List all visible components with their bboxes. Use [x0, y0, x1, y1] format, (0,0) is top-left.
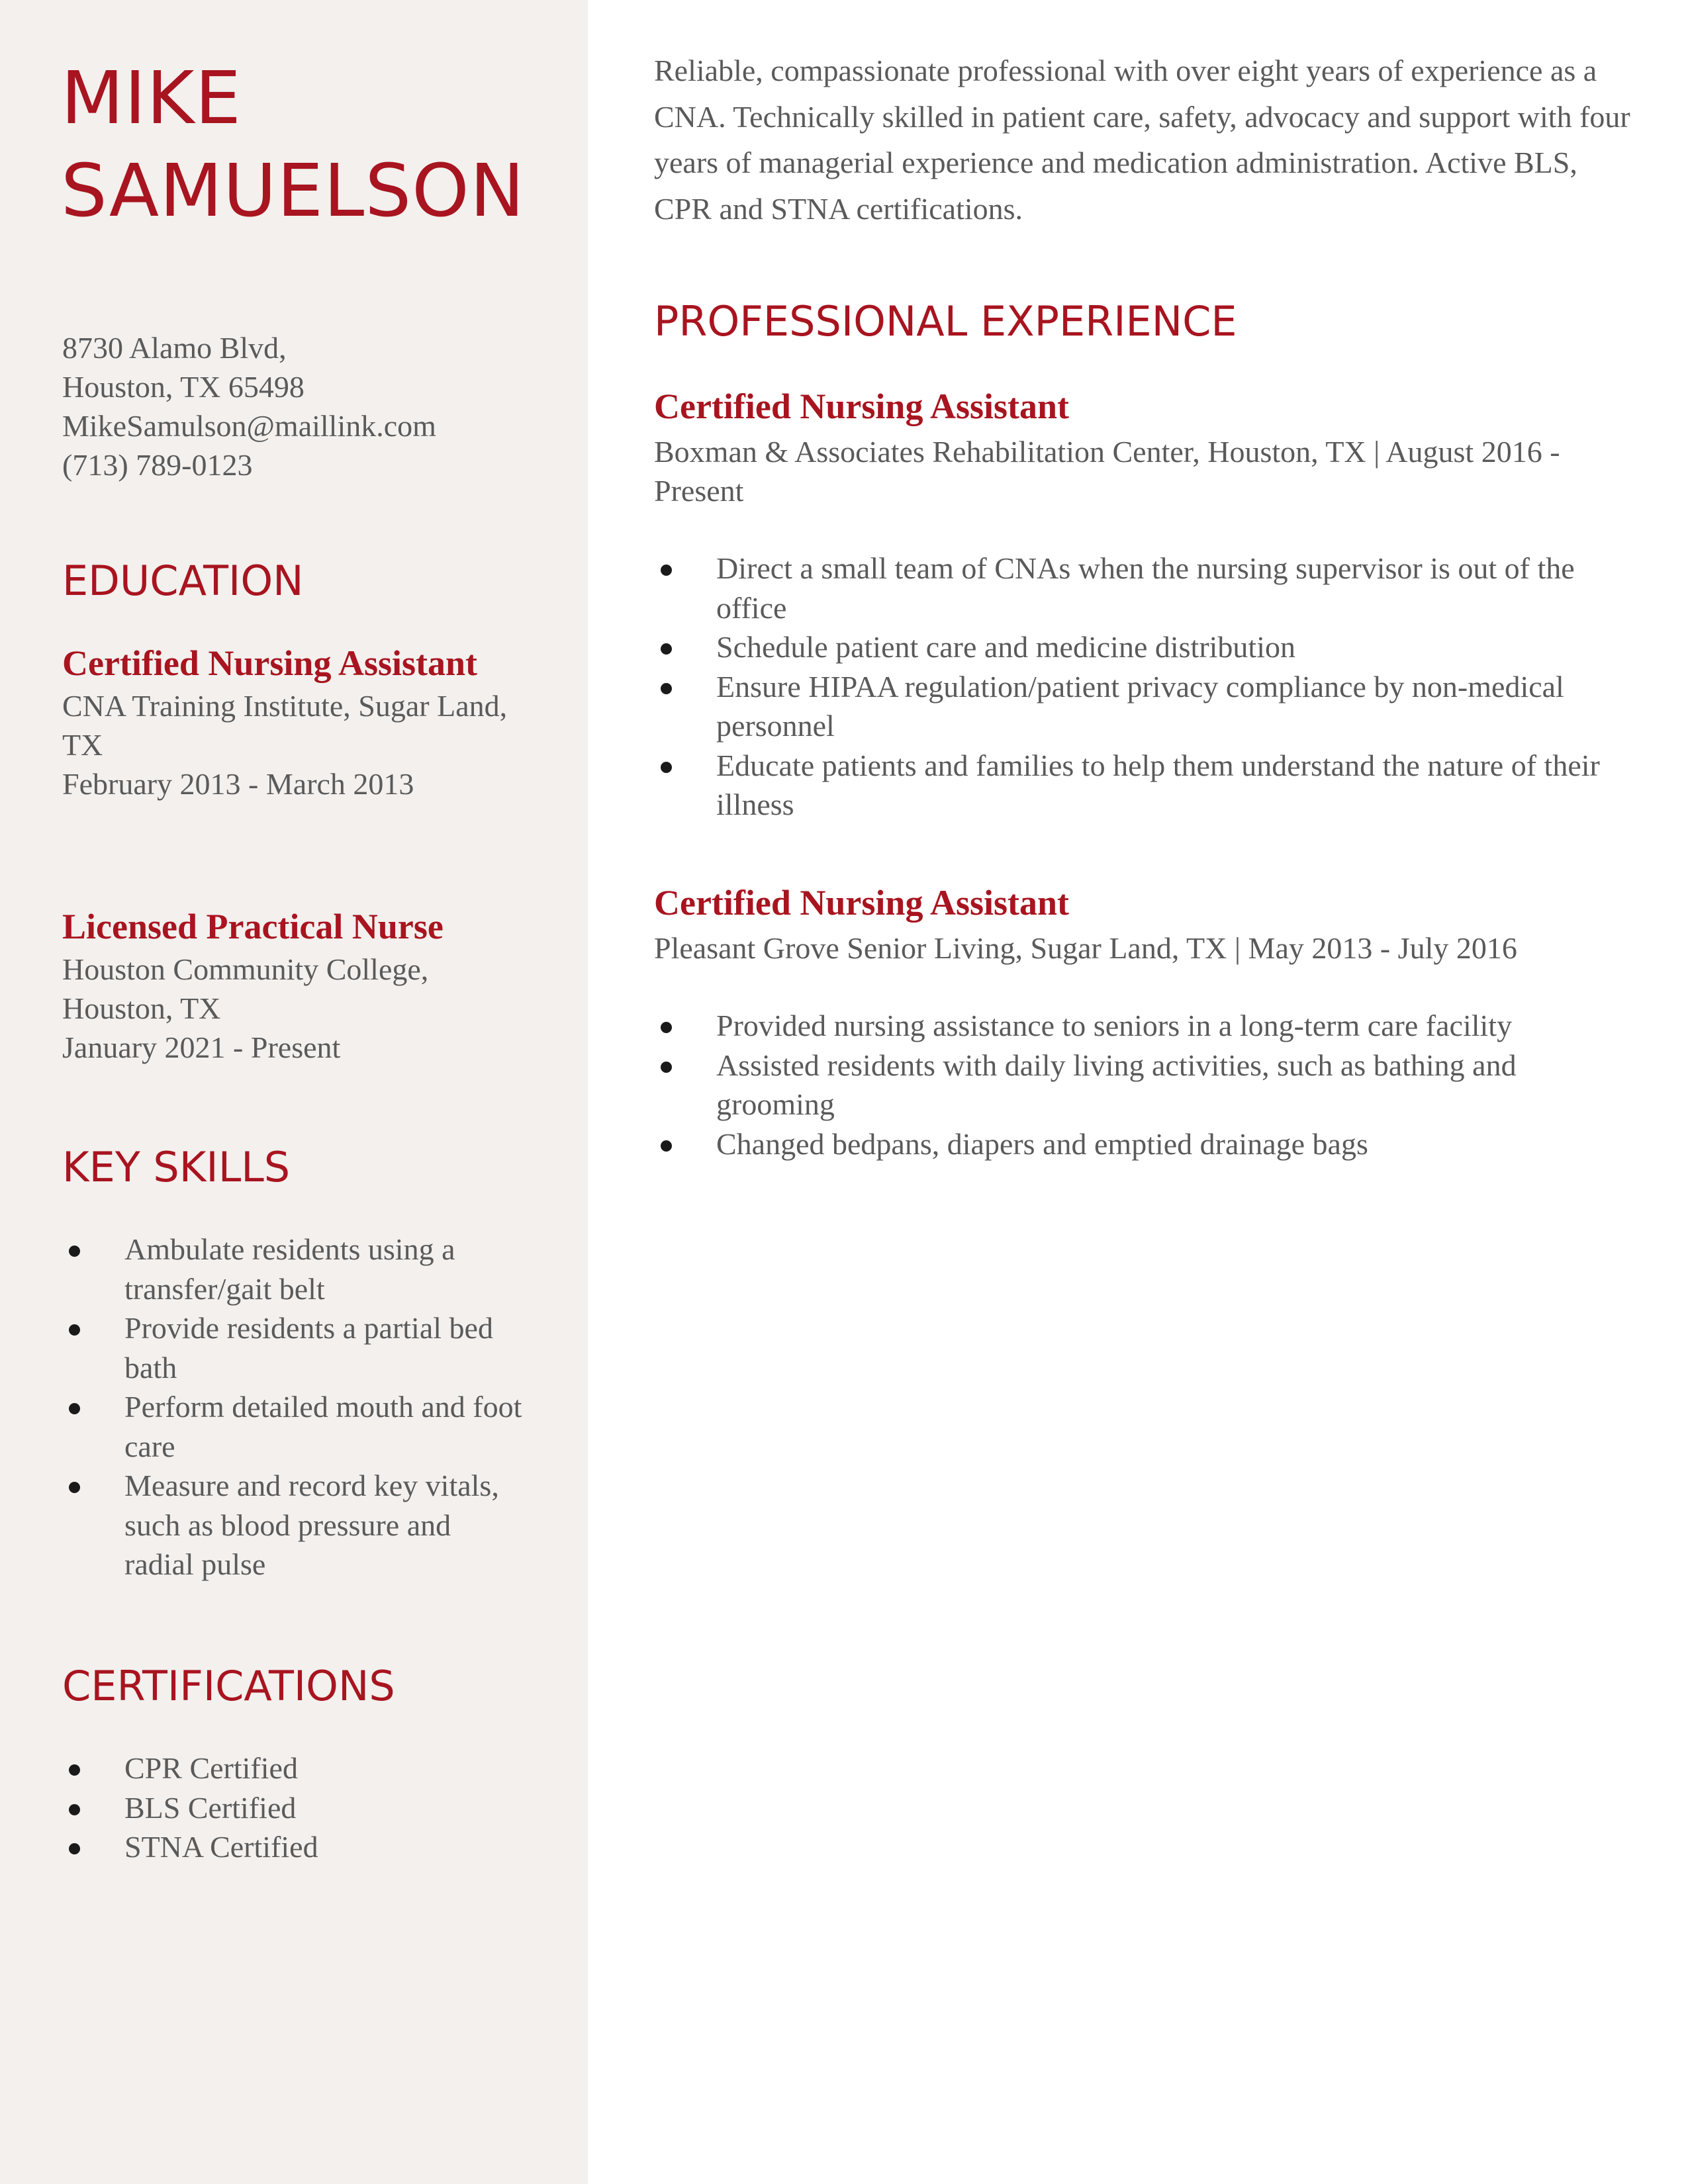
- education-dates: January 2021 - Present: [62, 1030, 341, 1064]
- job-entry: [654, 384, 1634, 825]
- skill-item: Measure and record key vitals, such as blood pressure and radial pulse: [62, 1466, 526, 1584]
- candidate-name: [61, 52, 564, 237]
- job-duties: [654, 1006, 1634, 1163]
- certification-item: CPR Certified: [62, 1749, 526, 1788]
- job-duty: Changed bedpans, diapers and emptied drainage bags: [654, 1124, 1634, 1164]
- education-school: Houston Community College, Houston, TX: [62, 952, 429, 1025]
- phone: (713) 789-0123: [62, 448, 253, 482]
- education-dates: February 2013 - March 2013: [62, 767, 414, 801]
- education-title: Certified Nursing Assistant: [62, 643, 478, 683]
- certifications-list-container: [62, 1749, 526, 1867]
- last-name: SAMUELSON: [61, 148, 526, 233]
- skill-item: Ambulate residents using a transfer/gait belt: [62, 1230, 526, 1308]
- education-school: CNA Training Institute, Sugar Land, TX: [62, 689, 508, 762]
- skill-item: Perform detailed mouth and foot care: [62, 1387, 526, 1466]
- job-duty: Schedule patient care and medicine distribution: [654, 627, 1634, 667]
- skills-list-container: [62, 1230, 526, 1584]
- email: MikeSamulson@maillink.com: [62, 409, 436, 443]
- job-duty: Provided nursing assistance to seniors in a long-term care facility: [654, 1006, 1634, 1046]
- certifications-heading: CERTIFICATIONS: [62, 1662, 395, 1710]
- certification-item: BLS Certified: [62, 1788, 526, 1828]
- job-duty: Ensure HIPAA regulation/patient privacy compliance by non-medical personnel: [654, 667, 1634, 746]
- skills-heading: KEY SKILLS: [62, 1143, 291, 1191]
- job-employer: Boxman & Associates Rehabilitation Center, Houston, TX | August 2016 - Present: [654, 435, 1560, 508]
- job-employer: Pleasant Grove Senior Living, Sugar Land, TX | May 2013 - July 2016: [654, 931, 1517, 965]
- education-entry: [62, 904, 565, 1067]
- professional-summary: Reliable, compassionate professional with over eight years of experience as a CNA. Technically skilled in patient care, safety, advocacy and support with four years of managerial experience and medication administration. Active BLS, CPR and STNA certifications.: [654, 54, 1630, 226]
- job-duty: Direct a small team of CNAs when the nursing supervisor is out of the office: [654, 549, 1634, 627]
- job-entry: [654, 880, 1634, 1163]
- education-heading: EDUCATION: [62, 557, 304, 605]
- address-line-2: Houston, TX 65498: [62, 370, 305, 404]
- address-line-1: 8730 Alamo Blvd,: [62, 331, 287, 365]
- education-entry: [62, 641, 519, 803]
- experience-heading: PROFESSIONAL EXPERIENCE: [654, 297, 1237, 345]
- job-title: Certified Nursing Assistant: [654, 883, 1070, 923]
- skill-item: Provide residents a partial bed bath: [62, 1308, 526, 1387]
- first-name: MIKE: [61, 56, 242, 140]
- job-duty: Educate patients and families to help them understand the nature of their illness: [654, 746, 1634, 825]
- certification-item: STNA Certified: [62, 1827, 526, 1867]
- certifications-list: [62, 1749, 526, 1867]
- job-duties: [654, 549, 1634, 825]
- skills-list: [62, 1230, 526, 1584]
- contact-info: [62, 328, 565, 484]
- education-title: Licensed Practical Nurse: [62, 907, 444, 946]
- job-title: Certified Nursing Assistant: [654, 387, 1070, 426]
- job-duty: Assisted residents with daily living activities, such as bathing and grooming: [654, 1046, 1634, 1124]
